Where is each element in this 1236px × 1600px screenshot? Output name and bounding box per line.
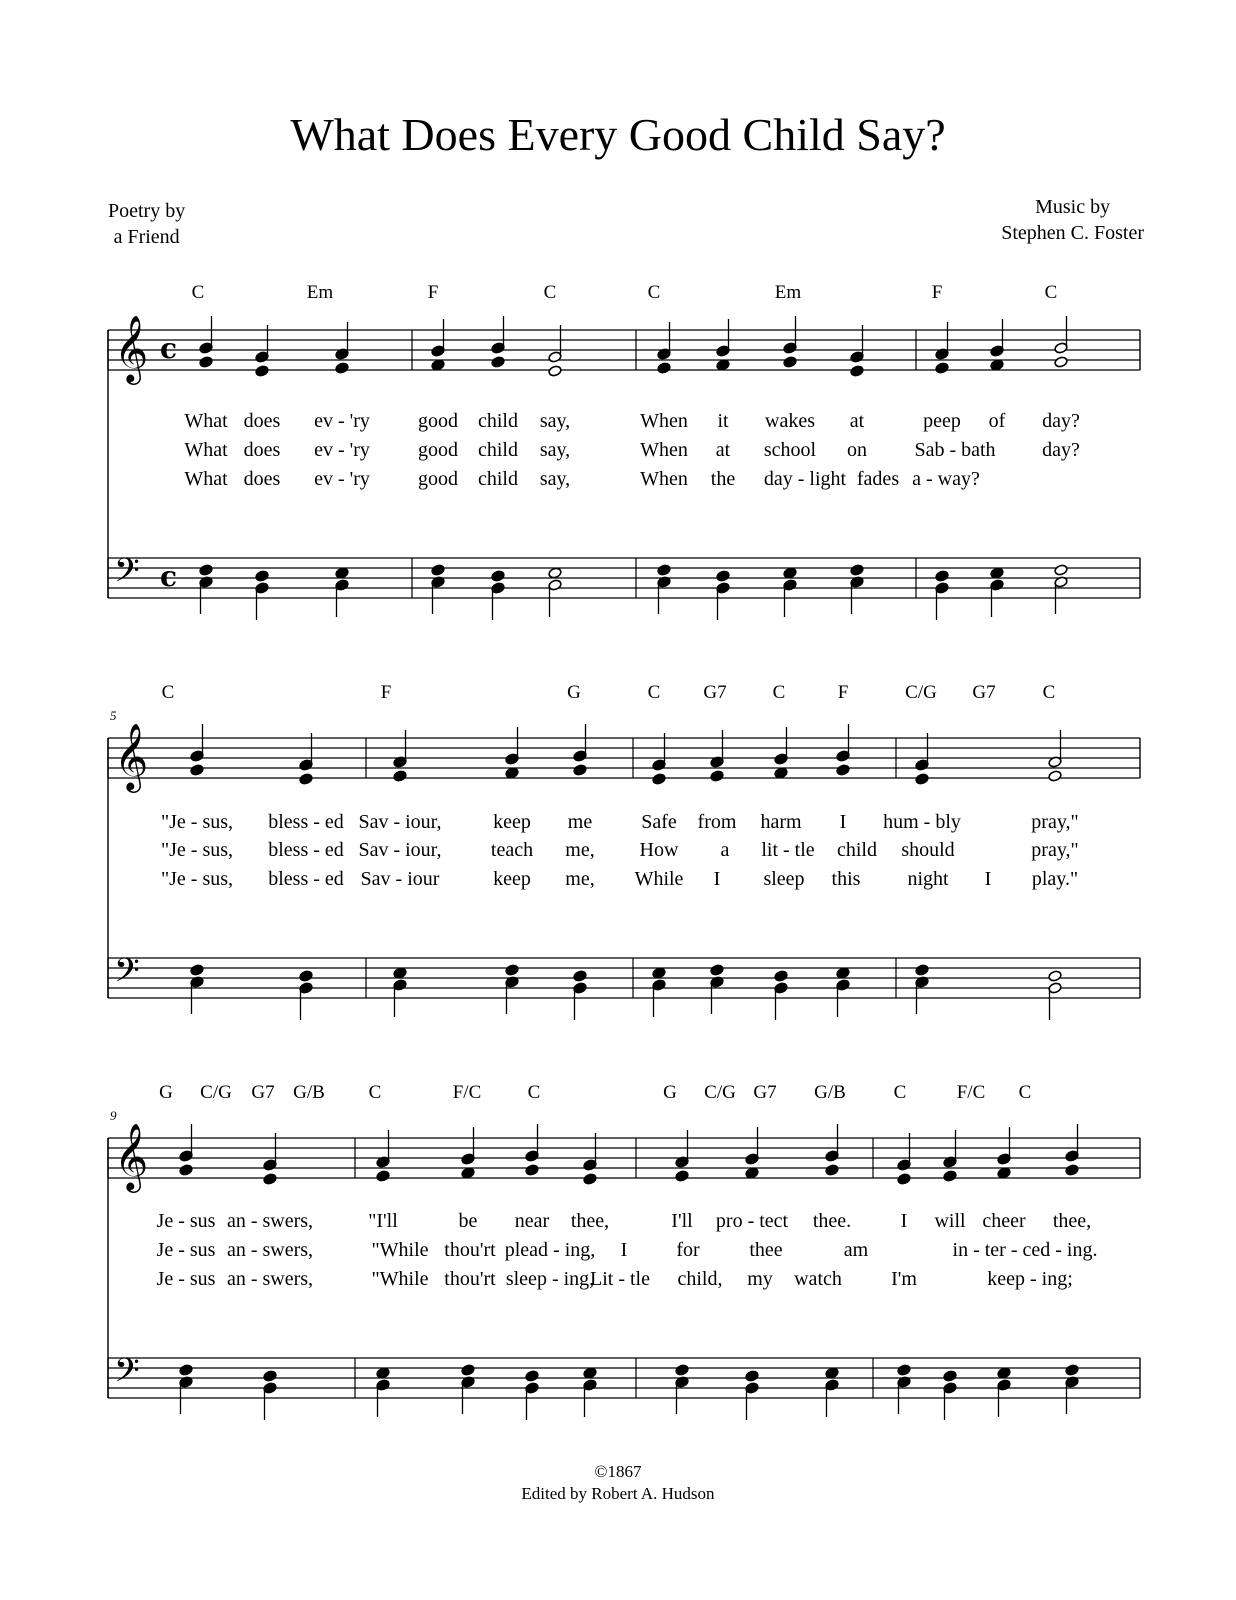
lyric-word: bless - ed	[268, 839, 344, 861]
chord-symbol: F	[427, 282, 439, 303]
bass-clef-icon: 𝄢	[114, 1352, 140, 1398]
lyric-word: me,	[565, 839, 595, 861]
lyric-word: wakes	[765, 410, 815, 432]
lyric-word: "Je - sus,	[160, 839, 234, 861]
chord-symbol: C	[1042, 682, 1056, 703]
quarter-note-head	[573, 970, 587, 982]
quarter-note-head	[199, 356, 213, 368]
lyric-word: keep	[493, 868, 531, 890]
lyric-word: child	[837, 839, 877, 861]
quarter-note-head	[915, 773, 929, 785]
treble-clef-icon: 𝄞	[114, 722, 149, 790]
quarter-note-head	[710, 964, 724, 976]
lyric-word: a	[720, 839, 730, 861]
chord-symbol: C	[191, 282, 205, 303]
quarter-note-head	[335, 362, 349, 374]
quarter-note-head	[491, 570, 505, 582]
lyric-word: sleep	[763, 868, 805, 890]
lyric-word: good	[418, 468, 458, 490]
lyric-word: day - light	[763, 468, 847, 490]
quarter-note-head	[505, 964, 519, 976]
lyric-word: cheer	[982, 1210, 1026, 1232]
poetry-credit-line: Poetry by	[108, 200, 186, 222]
lyric-word: thee,	[1052, 1210, 1092, 1232]
bass-clef-icon: 𝄢	[114, 552, 140, 598]
quarter-note-head	[263, 1173, 277, 1185]
chord-symbol: G	[663, 1082, 677, 1103]
quarter-note-head	[850, 564, 864, 576]
chord-symbol: C	[893, 1082, 907, 1103]
half-note-head	[1054, 564, 1068, 576]
quarter-note-head	[836, 764, 850, 776]
lyric-word: does	[243, 439, 281, 461]
quarter-note-head	[393, 967, 407, 979]
lyric-word: ev - 'ry	[314, 439, 370, 461]
lyric-word: How	[639, 839, 679, 861]
quarter-note-head	[935, 570, 949, 582]
editor-credit: Edited by Robert A. Hudson	[521, 1484, 715, 1503]
quarter-note-head	[825, 1164, 839, 1176]
lyric-word: When	[640, 439, 688, 461]
lyric-word: Sab - bath	[914, 439, 996, 461]
lyric-word: an - swers,	[226, 1268, 314, 1290]
quarter-note-head	[850, 365, 864, 377]
quarter-note-head	[774, 970, 788, 982]
lyric-word: harm	[760, 811, 802, 833]
lyric-word: teach	[490, 839, 534, 861]
lyric-word: pray,"	[1031, 811, 1079, 833]
lyric-word: ev - 'ry	[314, 410, 370, 432]
quarter-note-head	[990, 567, 1004, 579]
quarter-note-head	[897, 1364, 911, 1376]
half-note-head	[1048, 970, 1062, 982]
lyric-word: While	[634, 868, 684, 890]
chord-symbol: Em	[306, 282, 334, 303]
lyric-word: will	[934, 1210, 966, 1232]
lyric-word: I	[713, 868, 721, 890]
treble-clef-icon: 𝄞	[114, 314, 149, 382]
chord-symbol: C	[527, 1082, 541, 1103]
quarter-note-head	[525, 1370, 539, 1382]
chord-symbol: C/G	[905, 682, 937, 703]
lyric-word: the	[710, 468, 736, 490]
lyric-word: "While	[371, 1268, 429, 1290]
chord-symbol: C	[1044, 282, 1058, 303]
quarter-note-head	[716, 570, 730, 582]
chord-symbol: G7	[251, 1082, 275, 1103]
lyric-word: for	[676, 1239, 700, 1261]
poetry-credit-line: a Friend	[113, 226, 180, 248]
chord-symbol: F	[837, 682, 849, 703]
quarter-note-head	[505, 767, 519, 779]
lyric-word: peep	[923, 410, 961, 432]
lyric-word: What	[184, 410, 228, 432]
quarter-note-head	[652, 773, 666, 785]
chord-symbol: F/C	[452, 1082, 482, 1103]
quarter-note-head	[431, 564, 445, 576]
lyric-word: What	[184, 468, 228, 490]
quarter-note-head	[461, 1167, 475, 1179]
quarter-note-head	[255, 365, 269, 377]
lyric-word: thou'rt	[444, 1268, 496, 1290]
music-credit-line: Music by	[1035, 196, 1111, 218]
lyric-word: an - swers,	[226, 1210, 314, 1232]
lyric-word: watch	[794, 1268, 842, 1290]
chord-symbol: C/G	[704, 1082, 736, 1103]
lyric-word: Safe	[641, 811, 677, 833]
quarter-note-head	[335, 567, 349, 579]
chord-symbol: C	[1018, 1082, 1032, 1103]
quarter-note-head	[652, 967, 666, 979]
quarter-note-head	[525, 1164, 539, 1176]
chord-symbol: C	[543, 282, 557, 303]
lyric-word: child	[478, 468, 518, 490]
half-note-head	[548, 567, 562, 579]
lyric-word: I'll	[671, 1210, 693, 1232]
lyric-word: keep - ing;	[987, 1268, 1073, 1290]
lyric-word: "Je - sus,	[160, 868, 234, 890]
half-note-head	[548, 365, 562, 377]
chord-symbol: G7	[753, 1082, 777, 1103]
lyric-word: fades	[856, 468, 900, 490]
quarter-note-head	[915, 964, 929, 976]
quarter-note-head	[573, 764, 587, 776]
lyric-word: Je - sus	[156, 1210, 216, 1232]
lyric-word: What	[184, 439, 228, 461]
lyric-word: "While	[371, 1239, 429, 1261]
quarter-note-head	[943, 1370, 957, 1382]
lyric-word: pray,"	[1031, 839, 1079, 861]
lyric-word: hum - bly	[883, 811, 961, 833]
quarter-note-head	[710, 770, 724, 782]
quarter-note-head	[745, 1167, 759, 1179]
quarter-note-head	[299, 970, 313, 982]
lyric-word: be	[458, 1210, 478, 1232]
lyric-word: Sav - iour,	[358, 839, 442, 861]
lyric-word: at	[849, 410, 865, 432]
lyric-word: me,	[565, 868, 595, 890]
half-note-head	[1054, 356, 1068, 368]
chord-symbol: C	[772, 682, 786, 703]
lyric-word: bless - ed	[268, 868, 344, 890]
lyric-word: When	[640, 468, 688, 490]
quarter-note-head	[783, 567, 797, 579]
quarter-note-head	[675, 1364, 689, 1376]
common-time-icon: c	[160, 560, 178, 593]
lyric-word: thee.	[812, 1210, 852, 1232]
lyric-word: plead - ing,	[504, 1239, 596, 1261]
lyric-word: should	[901, 839, 955, 861]
measure-number: 5	[110, 708, 117, 723]
quarter-note-head	[393, 770, 407, 782]
lyric-word: child	[478, 439, 518, 461]
lyric-word: I	[900, 1210, 908, 1232]
quarter-note-head	[199, 564, 213, 576]
quarter-note-head	[190, 764, 204, 776]
lyric-word: an - swers,	[226, 1239, 314, 1261]
lyric-word: say,	[539, 410, 571, 432]
quarter-note-head	[990, 359, 1004, 371]
quarter-note-head	[997, 1167, 1011, 1179]
quarter-note-head	[716, 359, 730, 371]
quarter-note-head	[583, 1173, 597, 1185]
lyric-word: Sav - iour,	[358, 811, 442, 833]
quarter-note-head	[774, 767, 788, 779]
quarter-note-head	[190, 964, 204, 976]
lyric-word: say,	[539, 439, 571, 461]
lyric-word: day?	[1042, 410, 1080, 432]
lyric-word: day?	[1042, 439, 1080, 461]
lyric-word: ev - 'ry	[314, 468, 370, 490]
quarter-note-head	[299, 773, 313, 785]
quarter-note-head	[255, 570, 269, 582]
lyric-word: good	[418, 410, 458, 432]
bass-clef-icon: 𝄢	[114, 952, 140, 998]
quarter-note-head	[583, 1367, 597, 1379]
lyric-word: say,	[539, 468, 571, 490]
lyric-word: I	[620, 1239, 628, 1261]
lyric-word: play."	[1031, 868, 1079, 890]
quarter-note-head	[657, 362, 671, 374]
chord-symbol: Em	[774, 282, 802, 303]
lyric-word: on	[847, 439, 867, 461]
lyric-word: of	[988, 410, 1006, 432]
quarter-note-head	[657, 564, 671, 576]
lyric-word: this	[831, 868, 861, 890]
chord-symbol: G/B	[293, 1082, 325, 1103]
quarter-note-head	[997, 1367, 1011, 1379]
lyric-word: near	[514, 1210, 550, 1232]
lyric-word: I'm	[891, 1268, 917, 1290]
quarter-note-head	[376, 1170, 390, 1182]
lyric-word: night	[907, 868, 949, 890]
quarter-note-head	[491, 356, 505, 368]
quarter-note-head	[745, 1370, 759, 1382]
lyric-word: "Je - sus,	[160, 811, 234, 833]
lyric-word: sleep - ing,	[505, 1268, 595, 1290]
chord-symbol: C	[647, 282, 661, 303]
lyric-word: I	[984, 868, 992, 890]
lyric-word: keep	[493, 811, 531, 833]
lyric-word: does	[243, 410, 281, 432]
common-time-icon: c	[160, 332, 178, 365]
lyric-word: When	[640, 410, 688, 432]
quarter-note-head	[897, 1173, 911, 1185]
lyric-word: does	[243, 468, 281, 490]
chord-symbol: G7	[703, 682, 727, 703]
chord-symbol: G	[567, 682, 581, 703]
quarter-note-head	[1065, 1164, 1079, 1176]
lyric-word: from	[697, 811, 737, 833]
chord-symbol: F	[931, 282, 943, 303]
chord-symbol: F	[380, 682, 392, 703]
lyric-word: child	[478, 410, 518, 432]
quarter-note-head	[461, 1364, 475, 1376]
lyric-word: school	[763, 439, 817, 461]
lyric-word: thee,	[570, 1210, 610, 1232]
quarter-note-head	[179, 1364, 193, 1376]
lyric-word: pro - tect	[715, 1210, 789, 1232]
chord-symbol: G	[159, 1082, 173, 1103]
lyric-word: good	[418, 439, 458, 461]
lyric-word: me	[567, 811, 593, 833]
quarter-note-head	[263, 1370, 277, 1382]
quarter-note-head	[935, 362, 949, 374]
lyric-word: Lit - tle	[590, 1268, 650, 1290]
treble-clef-icon: 𝄞	[114, 1122, 149, 1190]
lyric-word: am	[843, 1239, 869, 1261]
lyric-word: "I'll	[368, 1210, 398, 1232]
lyric-word: Je - sus	[156, 1268, 216, 1290]
quarter-note-head	[376, 1367, 390, 1379]
half-note-head	[1048, 770, 1062, 782]
quarter-note-head	[783, 356, 797, 368]
lyric-word: child,	[677, 1268, 723, 1290]
lyric-word: thee	[749, 1239, 783, 1261]
chord-symbol: G/B	[814, 1082, 846, 1103]
lyric-word: Sav - iour	[360, 868, 440, 890]
lyric-word: I	[839, 811, 847, 833]
lyric-word: thou'rt	[444, 1239, 496, 1261]
chord-symbol: C	[647, 682, 661, 703]
lyric-word: it	[717, 410, 729, 432]
chord-symbol: C/G	[200, 1082, 232, 1103]
lyric-word: in - ter - ced - ing.	[952, 1239, 1098, 1261]
measure-number: 9	[110, 1108, 117, 1123]
lyric-word: a - way?	[912, 468, 980, 490]
quarter-note-head	[836, 967, 850, 979]
quarter-note-head	[825, 1367, 839, 1379]
quarter-note-head	[431, 359, 445, 371]
lyric-word: at	[715, 439, 731, 461]
lyric-word: my	[747, 1268, 773, 1290]
chord-symbol: F/C	[956, 1082, 986, 1103]
lyric-word: bless - ed	[268, 811, 344, 833]
quarter-note-head	[179, 1164, 193, 1176]
copyright: ©1867	[594, 1462, 642, 1481]
quarter-note-head	[675, 1170, 689, 1182]
music-credit-line: Stephen C. Foster	[1001, 222, 1144, 244]
lyric-word: Je - sus	[156, 1239, 216, 1261]
quarter-note-head	[1065, 1364, 1079, 1376]
quarter-note-head	[943, 1170, 957, 1182]
chord-symbol: C	[161, 682, 175, 703]
lyric-word: lit - tle	[761, 839, 815, 861]
song-title: What Does Every Good Child Say?	[290, 109, 946, 160]
chord-symbol: G7	[972, 682, 996, 703]
chord-symbol: C	[368, 1082, 382, 1103]
